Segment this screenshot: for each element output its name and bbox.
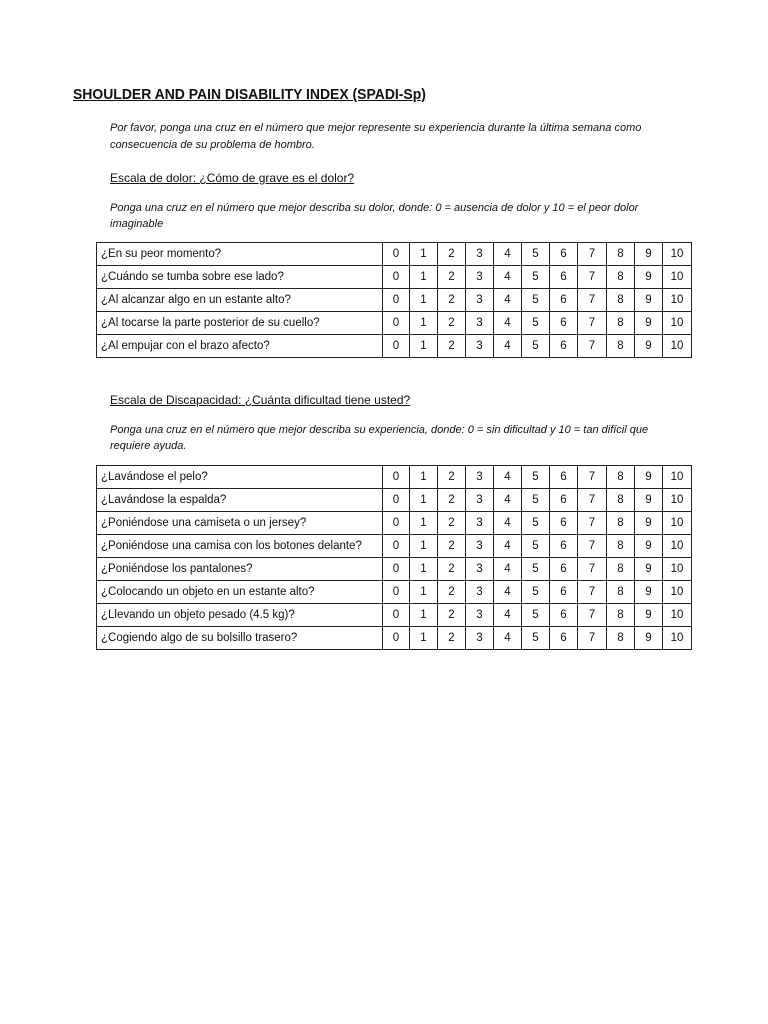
rating-option-5[interactable]: 5 — [522, 535, 550, 558]
rating-option-5[interactable]: 5 — [522, 627, 550, 650]
rating-option-10[interactable]: 10 — [663, 289, 692, 312]
pain-scale-heading: Escala de dolor: ¿Cómo de grave es el dolor? — [110, 171, 355, 185]
rating-option-3[interactable]: 3 — [466, 558, 494, 581]
rating-option-0[interactable]: 0 — [383, 312, 410, 335]
rating-option-8[interactable]: 8 — [607, 489, 635, 512]
question-row — [97, 289, 692, 312]
question-text: ¿Al tocarse la parte posterior de su cuello? — [97, 312, 383, 335]
rating-option-3[interactable]: 3 — [466, 335, 494, 358]
rating-option-10[interactable]: 10 — [663, 558, 692, 581]
rating-option-1[interactable]: 1 — [410, 512, 438, 535]
rating-option-6[interactable]: 6 — [550, 466, 578, 489]
question-row — [97, 335, 692, 358]
rating-option-10[interactable]: 10 — [663, 243, 692, 266]
rating-option-10[interactable]: 10 — [663, 466, 692, 489]
rating-option-0[interactable]: 0 — [383, 512, 410, 535]
rating-option-5[interactable]: 5 — [522, 243, 550, 266]
rating-option-8[interactable]: 8 — [607, 312, 635, 335]
question-row — [97, 489, 692, 512]
rating-option-2[interactable]: 2 — [438, 289, 466, 312]
rating-option-6[interactable]: 6 — [550, 604, 578, 627]
rating-option-6[interactable]: 6 — [550, 312, 578, 335]
question-text: ¿Al alcanzar algo en un estante alto? — [97, 289, 383, 312]
rating-option-0[interactable]: 0 — [383, 489, 410, 512]
rating-option-4[interactable]: 4 — [494, 489, 522, 512]
question-text: ¿Poniéndose una camiseta o un jersey? — [97, 512, 383, 535]
rating-option-3[interactable]: 3 — [466, 312, 494, 335]
rating-option-6[interactable]: 6 — [550, 512, 578, 535]
rating-option-3[interactable]: 3 — [466, 489, 494, 512]
rating-option-4[interactable]: 4 — [494, 243, 522, 266]
rating-option-5[interactable]: 5 — [522, 266, 550, 289]
intro-paragraph: Por favor, ponga una cruz en el número que mejor represente su experiencia durante la última semana como consecuencia de su problema de hombro. — [110, 122, 642, 151]
rating-option-4[interactable]: 4 — [494, 581, 522, 604]
rating-option-4[interactable]: 4 — [494, 312, 522, 335]
rating-option-1[interactable]: 1 — [410, 243, 438, 266]
rating-option-10[interactable]: 10 — [663, 312, 692, 335]
rating-option-2[interactable]: 2 — [438, 558, 466, 581]
rating-option-9[interactable]: 9 — [635, 312, 663, 335]
rating-option-1[interactable]: 1 — [410, 312, 438, 335]
question-row — [97, 604, 692, 627]
question-row — [97, 512, 692, 535]
question-text: ¿Cogiendo algo de su bolsillo trasero? — [97, 627, 383, 650]
rating-option-0[interactable]: 0 — [383, 243, 410, 266]
rating-option-7[interactable]: 7 — [578, 243, 607, 266]
rating-option-0[interactable]: 0 — [383, 581, 410, 604]
rating-option-6[interactable]: 6 — [550, 489, 578, 512]
rating-option-4[interactable]: 4 — [494, 535, 522, 558]
rating-option-9[interactable]: 9 — [635, 558, 663, 581]
rating-option-5[interactable]: 5 — [522, 581, 550, 604]
rating-option-0[interactable]: 0 — [383, 289, 410, 312]
rating-option-3[interactable]: 3 — [466, 581, 494, 604]
question-row — [97, 627, 692, 650]
rating-option-9[interactable]: 9 — [635, 535, 663, 558]
rating-option-3[interactable]: 3 — [466, 466, 494, 489]
rating-option-5[interactable]: 5 — [522, 489, 550, 512]
rating-option-7[interactable]: 7 — [578, 581, 607, 604]
question-row — [97, 312, 692, 335]
rating-option-3[interactable]: 3 — [466, 289, 494, 312]
rating-option-8[interactable]: 8 — [607, 266, 635, 289]
rating-option-0[interactable]: 0 — [383, 558, 410, 581]
rating-option-9[interactable]: 9 — [635, 627, 663, 650]
rating-option-6[interactable]: 6 — [550, 289, 578, 312]
rating-option-5[interactable]: 5 — [522, 466, 550, 489]
rating-option-0[interactable]: 0 — [383, 466, 410, 489]
rating-option-1[interactable]: 1 — [410, 535, 438, 558]
rating-option-1[interactable]: 1 — [410, 266, 438, 289]
rating-option-2[interactable]: 2 — [438, 535, 466, 558]
rating-option-10[interactable]: 10 — [663, 335, 692, 358]
question-text: ¿Lavándose la espalda? — [97, 489, 383, 512]
rating-option-0[interactable]: 0 — [383, 535, 410, 558]
rating-option-8[interactable]: 8 — [607, 604, 635, 627]
question-text: ¿Llevando un objeto pesado (4.5 kg)? — [97, 604, 383, 627]
rating-option-2[interactable]: 2 — [438, 489, 466, 512]
rating-option-3[interactable]: 3 — [466, 266, 494, 289]
rating-option-8[interactable]: 8 — [607, 627, 635, 650]
rating-option-7[interactable]: 7 — [578, 335, 607, 358]
rating-option-10[interactable]: 10 — [663, 535, 692, 558]
rating-option-3[interactable]: 3 — [466, 512, 494, 535]
rating-option-4[interactable]: 4 — [494, 335, 522, 358]
rating-option-5[interactable]: 5 — [522, 312, 550, 335]
rating-option-0[interactable]: 0 — [383, 604, 410, 627]
question-text: ¿Al empujar con el brazo afecto? — [97, 335, 383, 358]
rating-option-8[interactable]: 8 — [607, 512, 635, 535]
rating-option-7[interactable]: 7 — [578, 604, 607, 627]
rating-option-2[interactable]: 2 — [438, 512, 466, 535]
rating-option-8[interactable]: 8 — [607, 289, 635, 312]
rating-option-6[interactable]: 6 — [550, 627, 578, 650]
question-row — [97, 558, 692, 581]
rating-option-4[interactable]: 4 — [494, 604, 522, 627]
rating-option-2[interactable]: 2 — [438, 266, 466, 289]
rating-option-3[interactable]: 3 — [466, 627, 494, 650]
rating-option-7[interactable]: 7 — [578, 466, 607, 489]
rating-option-9[interactable]: 9 — [635, 289, 663, 312]
rating-option-6[interactable]: 6 — [550, 243, 578, 266]
disability-scale-table — [96, 465, 692, 650]
disability-scale-instructions: Ponga una cruz en el número que mejor describa su experiencia, donde: 0 = sin dificultad y 10 = tan difícil que requiere ayuda. — [110, 424, 649, 452]
rating-option-2[interactable]: 2 — [438, 581, 466, 604]
question-text: ¿En su peor momento? — [97, 243, 383, 266]
rating-option-10[interactable]: 10 — [663, 627, 692, 650]
rating-option-6[interactable]: 6 — [550, 535, 578, 558]
rating-option-9[interactable]: 9 — [635, 243, 663, 266]
rating-option-6[interactable]: 6 — [550, 581, 578, 604]
rating-option-1[interactable]: 1 — [410, 489, 438, 512]
rating-option-4[interactable]: 4 — [494, 466, 522, 489]
rating-option-2[interactable]: 2 — [438, 312, 466, 335]
rating-option-9[interactable]: 9 — [635, 512, 663, 535]
rating-option-9[interactable]: 9 — [635, 489, 663, 512]
rating-option-3[interactable]: 3 — [466, 243, 494, 266]
rating-option-2[interactable]: 2 — [438, 335, 466, 358]
rating-option-1[interactable]: 1 — [410, 604, 438, 627]
rating-option-4[interactable]: 4 — [494, 289, 522, 312]
rating-option-2[interactable]: 2 — [438, 466, 466, 489]
rating-option-1[interactable]: 1 — [410, 627, 438, 650]
rating-option-9[interactable]: 9 — [635, 266, 663, 289]
rating-option-9[interactable]: 9 — [635, 604, 663, 627]
rating-option-9[interactable]: 9 — [635, 335, 663, 358]
pain-scale-instructions: Ponga una cruz en el número que mejor describa su dolor, donde: 0 = ausencia de dolor y 10 = el peor dolor imaginable — [110, 202, 639, 230]
rating-option-7[interactable]: 7 — [578, 489, 607, 512]
question-text: ¿Cuándo se tumba sobre ese lado? — [97, 266, 383, 289]
question-row — [97, 466, 692, 489]
rating-option-8[interactable]: 8 — [607, 581, 635, 604]
rating-option-9[interactable]: 9 — [635, 581, 663, 604]
rating-option-4[interactable]: 4 — [494, 627, 522, 650]
rating-option-5[interactable]: 5 — [522, 604, 550, 627]
rating-option-10[interactable]: 10 — [663, 581, 692, 604]
rating-option-1[interactable]: 1 — [410, 335, 438, 358]
rating-option-9[interactable]: 9 — [635, 466, 663, 489]
rating-option-5[interactable]: 5 — [522, 335, 550, 358]
rating-option-6[interactable]: 6 — [550, 266, 578, 289]
question-row — [97, 243, 692, 266]
rating-option-7[interactable]: 7 — [578, 512, 607, 535]
rating-option-8[interactable]: 8 — [607, 535, 635, 558]
question-text: ¿Colocando un objeto en un estante alto? — [97, 581, 383, 604]
rating-option-7[interactable]: 7 — [578, 535, 607, 558]
rating-option-10[interactable]: 10 — [663, 266, 692, 289]
rating-option-7[interactable]: 7 — [578, 312, 607, 335]
rating-option-0[interactable]: 0 — [383, 627, 410, 650]
rating-option-7[interactable]: 7 — [578, 266, 607, 289]
rating-option-2[interactable]: 2 — [438, 627, 466, 650]
rating-option-4[interactable]: 4 — [494, 512, 522, 535]
rating-option-2[interactable]: 2 — [438, 604, 466, 627]
rating-option-3[interactable]: 3 — [466, 535, 494, 558]
rating-option-1[interactable]: 1 — [410, 558, 438, 581]
pain-scale-table — [96, 242, 692, 358]
rating-option-7[interactable]: 7 — [578, 289, 607, 312]
question-row — [97, 266, 692, 289]
rating-option-8[interactable]: 8 — [607, 558, 635, 581]
rating-option-8[interactable]: 8 — [607, 335, 635, 358]
question-text: ¿Lavándose el pelo? — [97, 466, 383, 489]
question-row — [97, 581, 692, 604]
rating-option-0[interactable]: 0 — [383, 266, 410, 289]
rating-option-0[interactable]: 0 — [383, 335, 410, 358]
page-title: SHOULDER AND PAIN DISABILITY INDEX (SPADI-Sp) — [73, 86, 426, 103]
rating-option-7[interactable]: 7 — [578, 558, 607, 581]
rating-option-3[interactable]: 3 — [466, 604, 494, 627]
rating-option-10[interactable]: 10 — [663, 604, 692, 627]
question-text: ¿Poniéndose los pantalones? — [97, 558, 383, 581]
rating-option-10[interactable]: 10 — [663, 512, 692, 535]
rating-option-4[interactable]: 4 — [494, 558, 522, 581]
rating-option-5[interactable]: 5 — [522, 512, 550, 535]
rating-option-10[interactable]: 10 — [663, 489, 692, 512]
rating-option-6[interactable]: 6 — [550, 558, 578, 581]
rating-option-4[interactable]: 4 — [494, 266, 522, 289]
disability-scale-heading: Escala de Discapacidad: ¿Cuánta dificultad tiene usted? — [110, 393, 411, 407]
rating-option-8[interactable]: 8 — [607, 466, 635, 489]
question-text: ¿Poniéndose una camisa con los botones delante? — [97, 535, 383, 558]
rating-option-1[interactable]: 1 — [410, 581, 438, 604]
rating-option-6[interactable]: 6 — [550, 335, 578, 358]
rating-option-1[interactable]: 1 — [410, 289, 438, 312]
rating-option-8[interactable]: 8 — [607, 243, 635, 266]
question-row — [97, 535, 692, 558]
rating-option-5[interactable]: 5 — [522, 289, 550, 312]
rating-option-7[interactable]: 7 — [578, 627, 607, 650]
rating-option-5[interactable]: 5 — [522, 558, 550, 581]
rating-option-1[interactable]: 1 — [410, 466, 438, 489]
rating-option-2[interactable]: 2 — [438, 243, 466, 266]
